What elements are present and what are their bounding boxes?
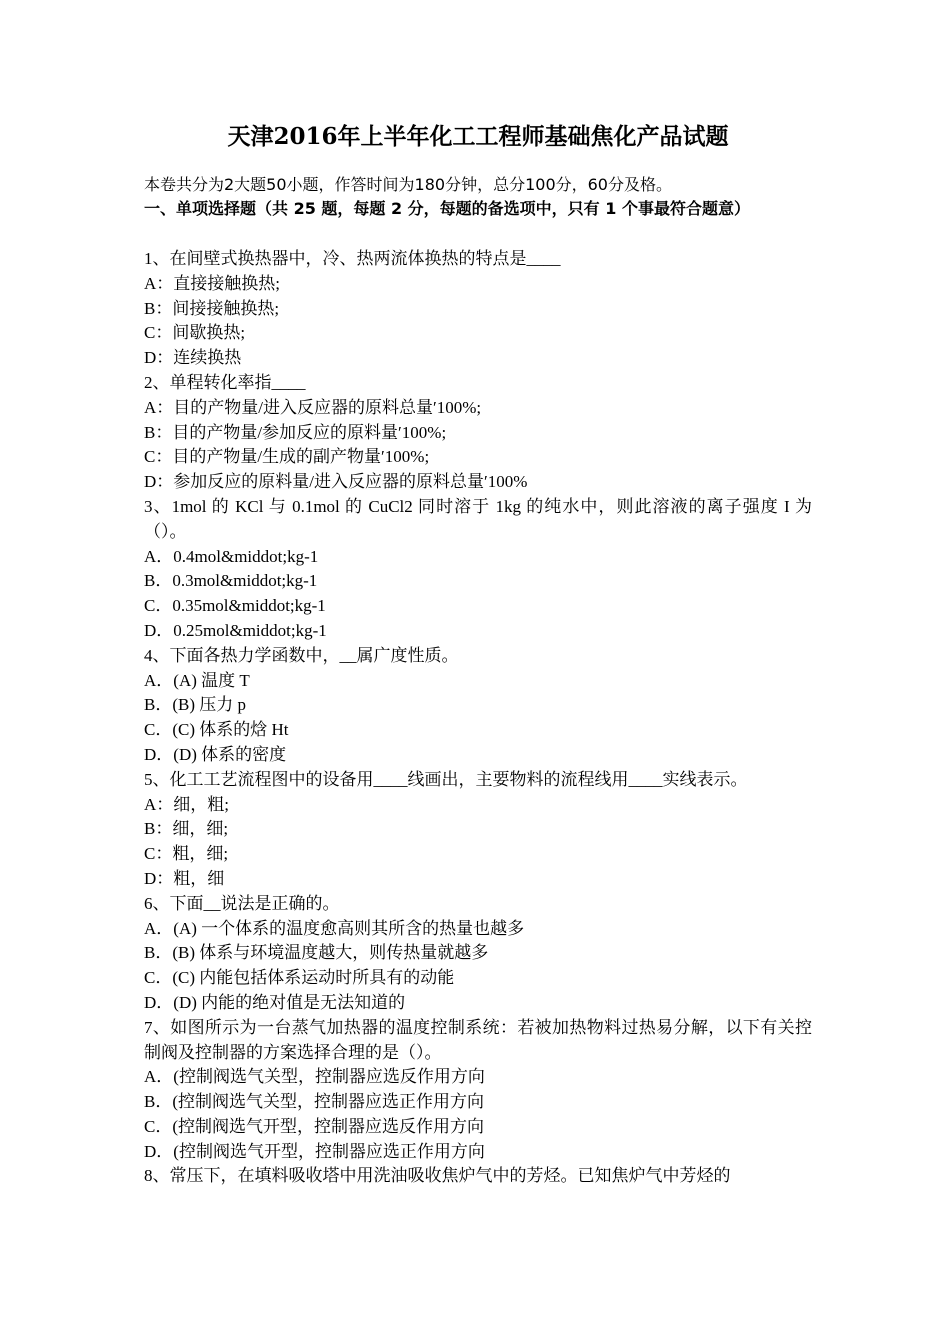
question-stem: 1、在间壁式换热器中，冷、热两流体换热的特点是____ — [144, 249, 561, 268]
question-option: B：目的产物量/参加反应的原料量′100%; — [144, 422, 447, 442]
question-option: B：细，细; — [144, 819, 229, 839]
question-option: D：粗，细 — [144, 868, 225, 888]
question-option: D．(D) 内能的绝对值是无法知道的 — [144, 992, 406, 1012]
question-option: B：间接接触换热; — [144, 298, 280, 318]
question-stem: 5、化工工艺流程图中的设备用____线画出，主要物料的流程线用____实线表示。 — [144, 769, 748, 789]
question-option: A．0.4mol&middot;kg-1 — [144, 546, 319, 566]
exam-intro: 本卷共分为2大题50小题，作答时间为180分钟，总分100分，60分及格。 — [144, 175, 672, 194]
question-option: C：间歇换热; — [144, 323, 246, 343]
question-stem: 4、下面各热力学函数中，__属广度性质。 — [144, 645, 459, 665]
question-option: A．(A) 温度 T — [144, 670, 250, 690]
question-option: A：细，粗; — [144, 794, 229, 814]
question-option: D：参加反应的原料量/进入反应器的原料总量′100% — [144, 472, 528, 492]
question-list — [144, 247, 812, 1189]
question-option: D．(D) 体系的密度 — [144, 744, 287, 764]
question-option: A．(控制阀选气关型，控制器应选反作用方向 — [144, 1067, 485, 1087]
question-option: C．(C) 内能包括体系运动时所具有的动能 — [144, 968, 455, 988]
question-option: C：粗，细; — [144, 844, 229, 864]
question-option: C：目的产物量/生成的副产物量′100%; — [144, 447, 430, 467]
question-option: C．(控制阀选气开型，控制器应选反作用方向 — [144, 1116, 484, 1136]
document-title: 天津2016年上半年化工工程师基础焦化产品试题 — [227, 123, 729, 150]
question-option: A．(A) 一个体系的温度愈高则其所含的热量也越多 — [144, 918, 525, 938]
question-option: A：直接接触换热; — [144, 273, 280, 293]
question-option: B．(B) 压力 p — [144, 695, 246, 715]
question-option: A：目的产物量/进入反应器的原料总量′100%; — [144, 397, 482, 417]
question-option: B．(控制阀选气关型，控制器应选正作用方向 — [144, 1092, 484, 1112]
section-heading: 一、单项选择题（共 25 题，每题 2 分，每题的备选项中，只有 1 个事最符合题意） — [144, 199, 750, 218]
question-stem: 2、单程转化率指____ — [144, 372, 306, 392]
question-option: D．0.25mol&middot;kg-1 — [144, 620, 327, 640]
question-option: B．0.3mol&middot;kg-1 — [144, 571, 318, 591]
question-stem: 8、常压下，在填料吸收塔中用洗油吸收焦炉气中的芳烃。已知焦炉气中芳烃的 — [144, 1166, 731, 1186]
question-option: C．(C) 体系的焓 Ht — [144, 720, 289, 740]
question-option: C．0.35mol&middot;kg-1 — [144, 596, 326, 616]
question-option: D：连续换热 — [144, 348, 242, 368]
question-option: B．(B) 体系与环境温度越大，则传热量就越多 — [144, 943, 489, 963]
question-stem: 7、如图所示为一台蒸气加热器的温度控制系统：若被加热物料过热易分解，以下有关控制阀及控制器的方案选择合理的是（）。 — [144, 1017, 812, 1062]
question-stem: 3、1mol 的 KCl 与 0.1mol 的 CuCl2 同时溶于 1kg 的纯水中，则此溶液的离子强度 I 为（）。 — [144, 496, 812, 541]
question-option: D．(控制阀选气开型，控制器应选正作用方向 — [144, 1141, 485, 1161]
question-stem: 6、下面__说法是正确的。 — [144, 893, 340, 913]
